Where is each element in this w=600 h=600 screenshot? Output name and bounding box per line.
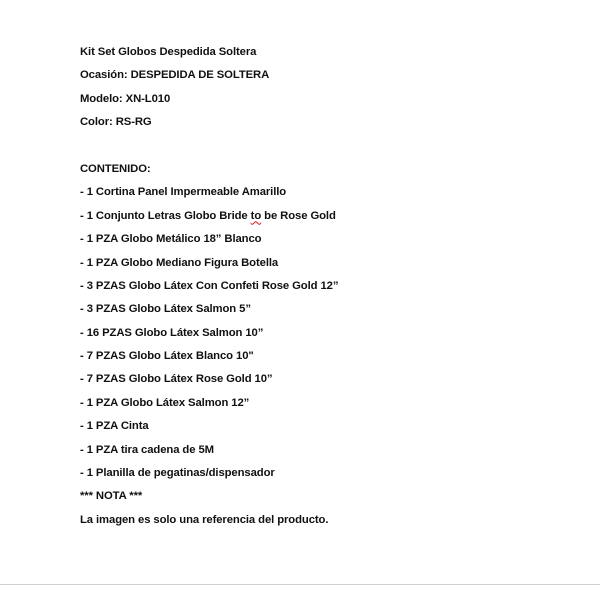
item-text-after: be Rose Gold xyxy=(261,209,336,222)
contents-item: - 16 PZAS Globo Látex Salmon 10” xyxy=(80,326,264,339)
occasion-line: Ocasión: DESPEDIDA DE SOLTERA xyxy=(80,69,270,82)
contents-item xyxy=(80,207,580,230)
spellcheck-flagged-word: to xyxy=(250,209,262,222)
note-text: La imagen es solo una referencia del producto. xyxy=(80,513,329,526)
color-line: Color: RS-RG xyxy=(80,116,152,129)
blank-line xyxy=(80,137,580,160)
model-line: Modelo: XN-L010 xyxy=(80,92,171,105)
item-text-before: - 1 Conjunto Letras Globo Bride xyxy=(80,209,251,222)
contents-item: - 3 PZAS Globo Látex Salmon 5” xyxy=(80,303,251,316)
bottom-divider xyxy=(0,584,600,585)
contents-item: - 1 PZA Globo Látex Salmon 12” xyxy=(80,396,250,409)
contents-item: - 7 PZAS Globo Látex Blanco 10" xyxy=(80,350,254,363)
product-title: Kit Set Globos Despedida Soltera xyxy=(80,46,257,58)
description-text-block xyxy=(80,43,580,534)
contents-heading: CONTENIDO: xyxy=(80,162,151,175)
note-heading: *** NOTA *** xyxy=(80,490,143,503)
contents-item: - 3 PZAS Globo Látex Con Confeti Rose Gold 12” xyxy=(80,279,339,292)
contents-item: - 1 Planilla de pegatinas/dispensador xyxy=(80,467,275,480)
contents-item: - 1 PZA tira cadena de 5M xyxy=(80,443,214,456)
contents-item: - 1 PZA Globo Metálico 18” Blanco xyxy=(80,233,262,246)
contents-item: - 1 Cortina Panel Impermeable Amarillo xyxy=(80,186,287,199)
contents-item: - 1 PZA Globo Mediano Figura Botella xyxy=(80,256,279,269)
contents-item: - 7 PZAS Globo Látex Rose Gold 10” xyxy=(80,373,273,386)
contents-item: - 1 PZA Cinta xyxy=(80,420,149,433)
